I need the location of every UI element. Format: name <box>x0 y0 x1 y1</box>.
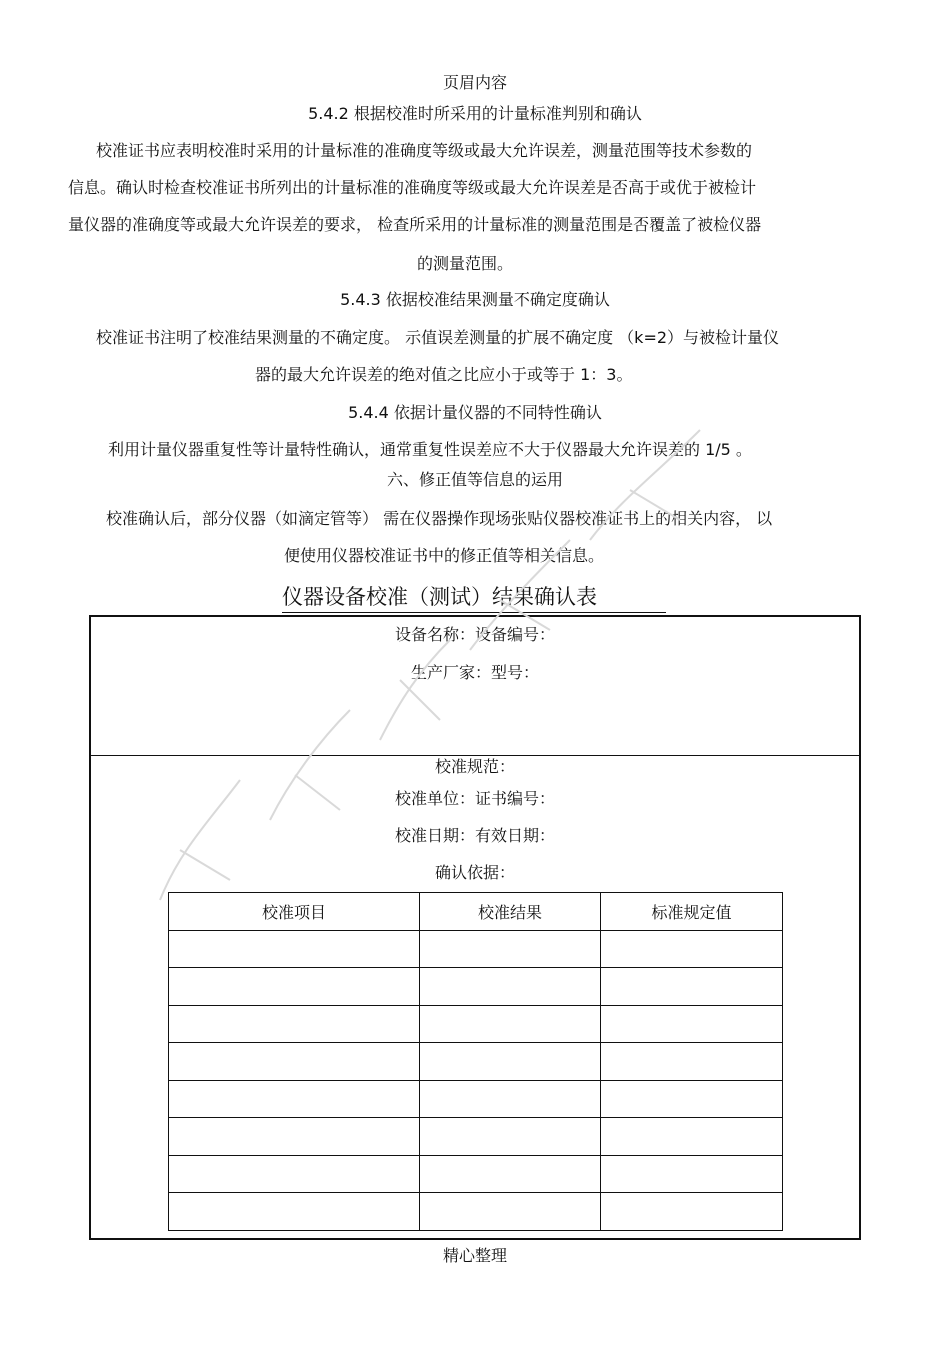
table-row <box>169 1155 783 1193</box>
table-cell[interactable] <box>601 1005 783 1043</box>
table-cell[interactable] <box>601 1193 783 1231</box>
table-header-row <box>169 893 783 931</box>
table-cell[interactable] <box>169 968 420 1006</box>
table-row <box>169 930 783 968</box>
form-title: 仪器设备校准（测试）结果确认表 <box>282 582 666 613</box>
manufacturer-line: 生产厂家：型号： <box>410 663 539 682</box>
table-cell[interactable] <box>169 1193 420 1231</box>
table-row <box>169 968 783 1006</box>
column-header: 标准规定值 <box>601 893 783 931</box>
table-cell[interactable] <box>169 1043 420 1081</box>
paragraph-line: 校准证书注明了校准结果测量的不确定度。 示值误差测量的扩展不确定度 （k=2）与被检计量仪 <box>96 328 780 347</box>
table-cell[interactable] <box>601 1080 783 1118</box>
table-row <box>169 1080 783 1118</box>
table-cell[interactable] <box>420 1155 601 1193</box>
column-header: 校准结果 <box>420 893 601 931</box>
device-name-line: 设备名称：设备编号： <box>394 625 555 644</box>
table-cell[interactable] <box>601 1155 783 1193</box>
paragraph-line: 校准确认后，部分仪器（如滴定管等） 需在仪器操作现场张贴仪器校准证书上的相关内容， 以 <box>106 509 773 528</box>
table-row <box>169 1193 783 1231</box>
paragraph-line: 信息。确认时检查校准证书所列出的计量标准的准确度等级或最大允许误差是否高于或优于被检计 <box>68 178 757 197</box>
paragraph-line: 器的最大允许误差的绝对值之比应小于或等于 1：3。 <box>255 365 633 384</box>
table-cell[interactable] <box>420 1080 601 1118</box>
paragraph-line: 量仪器的准确度等或最大允许误差的要求， 检查所采用的计量标准的测量范围是否覆盖了被检仪器 <box>68 215 762 234</box>
table-cell[interactable] <box>169 1005 420 1043</box>
spec-line: 校准规范： <box>434 757 515 776</box>
section-heading-6: 六、修正值等信息的运用 <box>386 470 563 489</box>
table-cell[interactable] <box>420 1043 601 1081</box>
table-cell[interactable] <box>169 1155 420 1193</box>
column-header: 校准项目 <box>169 893 420 931</box>
section-heading-542: 5.4.2 根据校准时所采用的计量标准判别和确认 <box>308 104 642 123</box>
paragraph-line: 的测量范围。 <box>417 254 514 273</box>
section-heading-544: 5.4.4 依据计量仪器的不同特性确认 <box>348 403 602 422</box>
table-row <box>169 1118 783 1156</box>
page-footer: 精心整理 <box>442 1246 507 1265</box>
paragraph-line: 校准证书应表明校准时采用的计量标准的准确度等级或最大允许误差，测量范围等技术参数的 <box>96 141 753 160</box>
basis-line: 确认依据： <box>434 863 515 882</box>
table-cell[interactable] <box>601 1118 783 1156</box>
section-heading-543: 5.4.3 依据校准结果测量不确定度确认 <box>340 290 610 309</box>
unit-line: 校准单位：证书编号： <box>394 789 555 808</box>
table-cell[interactable] <box>420 1005 601 1043</box>
table-cell[interactable] <box>420 930 601 968</box>
table-row <box>169 1043 783 1081</box>
table-cell[interactable] <box>601 968 783 1006</box>
page-header: 页眉内容 <box>442 73 507 92</box>
date-line: 校准日期：有效日期： <box>394 826 555 845</box>
table-cell[interactable] <box>420 968 601 1006</box>
table-cell[interactable] <box>420 1193 601 1231</box>
table-cell[interactable] <box>601 1043 783 1081</box>
table-cell[interactable] <box>601 930 783 968</box>
paragraph-line: 利用计量仪器重复性等计量特性确认，通常重复性误差应不大于仪器最大允许误差的 1/5 。 <box>108 440 752 459</box>
results-table <box>168 892 783 1231</box>
table-cell[interactable] <box>420 1118 601 1156</box>
paragraph-line: 便使用仪器校准证书中的修正值等相关信息。 <box>284 546 605 565</box>
table-cell[interactable] <box>169 930 420 968</box>
table-cell[interactable] <box>169 1080 420 1118</box>
table-row <box>169 1005 783 1043</box>
table-cell[interactable] <box>169 1118 420 1156</box>
